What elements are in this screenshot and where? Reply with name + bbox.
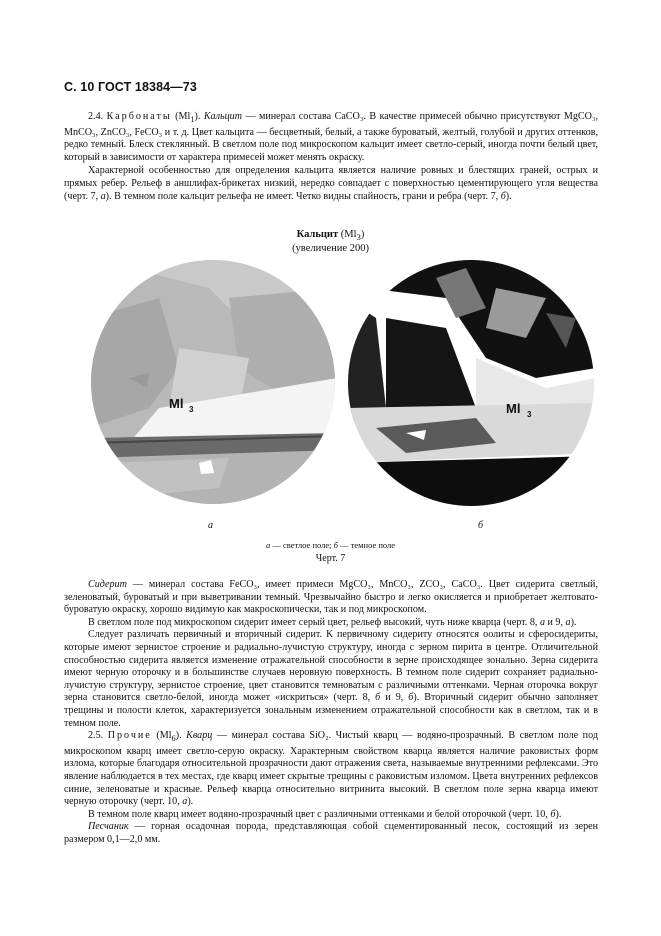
section-number: 2.5.: [88, 730, 104, 742]
text: и 9,: [380, 692, 409, 704]
text-italic: б: [408, 692, 414, 704]
text-rest: — минерал состава CaCO₃. В качестве примесей обычно присутствуют MgCO₃, MnCO₃, ZnCO₃, FeCO₃ и т. д. Цвет кальцита — бесцветный, белый, а также буроватый, желтый, голубой и других оттенков, редко темный. Блеск стеклянный. В светлом поле под микроскопом кальцит имеет светло-серый, иногда почти белый цвет, который в зависимости от характера примесей может менять окраску.: [64, 111, 598, 163]
figure-magnification: (увеличение 200): [292, 243, 369, 255]
figure-title: [0, 229, 661, 255]
text: ). Вторичный сидерит обычно заполняет трещины и полости клеток, характеризуется зональным изменением отражательной способности как в светлом, так и в темном поле.: [64, 692, 598, 729]
code-end: ).: [194, 111, 204, 122]
label-ml3-left: Ml: [169, 396, 184, 411]
text: В светлом поле под микроскопом сидерит имеет серый цвет, рельеф высокий, чуть ниже кварца (черт. 8,: [88, 616, 540, 628]
text-italic: а: [565, 616, 571, 628]
text: ).: [570, 616, 577, 628]
section-title: Карбонаты: [106, 111, 172, 122]
text-italic: б: [550, 808, 556, 820]
micrograph-bright-field: [89, 258, 337, 506]
term-sandstone: Песчаник: [88, 821, 129, 833]
section-title: Прочие: [107, 730, 152, 742]
figure-title-end: ): [360, 229, 365, 240]
micrograph-bright-field-image: [89, 258, 337, 506]
legend-a: а: [265, 540, 271, 550]
text-rest: — минерал состава SiO₂. Чистый кварц — водяно-прозрачный. В светлом поле под микроскопом кварц имеет светло-серую окраску. Характерным свойством кварца является наличие раковистых форм излома, которые благодаря относительной прозрачности дают отражения света, называемые внутренними рефлексами. Это явление наблюдается в тех местах, где кварц имеет скрытые трещины с раковистым изломом. Цвета внутренних рефлексов синие, зеленоватые и красные. Рельеф кварца относительно витринита высокий. В светлом поле зерна кварца имеют черную оторочку (черт. 10,: [64, 730, 598, 808]
page-header: С. 10 ГОСТ 18384—73: [64, 80, 197, 94]
subfigure-label-b: б: [478, 520, 484, 531]
code-text: (Ml: [171, 111, 191, 122]
micrograph-dark-field-image: [346, 258, 596, 508]
section-number: 2.4.: [88, 111, 104, 122]
text: Следует различать первичный и вторичный сидерит. К первичному сидериту относятся оолиты и сферосидериты, которые имеют зернистое строение и радиально-лучистую структуру, иногда с зерном пирита в центре. Отличительной способностью сидерита является изменение отражательной способности в зерне происходящее зонально. Зерна сидерита имеют черную оторочку и в большинстве случаев неровную поверхность. В темном поле сидерит сохраняет радиально-лучистую структуру, зернистое строение, цвет становится темноватым с различными оттенками. Черная оторочка вокруг зерна становится светло-белой, иногда может «искриться» (черт. 8,: [64, 629, 598, 704]
text: В темном поле кварц имеет водяно-прозрачный цвет с различными оттенками и белой оторочкой (черт. 10,: [88, 808, 551, 820]
text: и 9,: [544, 616, 566, 628]
text-italic: а: [182, 796, 188, 808]
text: Характерной особенностью для определения кальцита является наличие ровных и блестящих граней, острых и прямых ребер. Рельеф в аншлифах-брикетах низкий, нередко совпадает с поверхностью цементирующего угля вещества (черт. 7,: [64, 165, 598, 202]
text: ).: [555, 808, 562, 820]
legend-b: б: [333, 540, 338, 550]
term-siderite: Сидерит: [88, 579, 127, 590]
term-calcite: Кальцит: [203, 111, 242, 122]
label-ml3-right: Ml: [506, 401, 521, 416]
code-end: ).: [175, 730, 187, 742]
text-italic: б: [375, 692, 381, 704]
text-rest: — минерал состава FeCO₃, имеет примеси MgCO₃, MnCO₃, ZCO₃, CaCO₃. Цвет сидерита светлый, зеленоватый, буроватый и при выветривании темный. Чрезвычайно быстро и легко окисляется и приобретает желтовато-буроватую окраску, хорошо видимую как макроскопически, так и под микроскопом.: [64, 579, 598, 616]
term-quartz: Кварц: [186, 730, 213, 742]
text-rest: — горная осадочная порода, представляющая собой сцементированный песок, состоящий из зерен размером 0,1—2,0 мм.: [64, 821, 598, 845]
code-text: (Ml: [151, 730, 172, 742]
label-ml3-right-sub: 3: [527, 410, 532, 419]
code-sub: 6: [171, 734, 176, 744]
text-italic: б: [500, 190, 506, 202]
text: ). В темном поле кальцит рельефа не имеет. Четко видны спайность, грани и ребра (черт. 7,: [105, 190, 501, 202]
micrograph-dark-field: [346, 258, 596, 508]
figure-legend: [0, 540, 661, 550]
label-ml3-left-sub: 3: [189, 405, 194, 414]
figure-number: Черт. 7: [315, 553, 346, 564]
paragraph-carbonates: [64, 111, 598, 203]
code-sub: 1: [190, 115, 195, 125]
subfigure-label-a: а: [208, 520, 213, 531]
figure-title-code: (Ml: [338, 229, 357, 240]
legend-end: — темное поле: [337, 540, 396, 550]
text-italic: а: [539, 616, 545, 628]
text: ).: [505, 190, 512, 202]
legend-mid: — светлое поле;: [270, 540, 334, 550]
paragraph-siderite-quartz: [64, 579, 598, 846]
text-italic: а: [100, 190, 106, 202]
figure-title-sub: 3: [356, 232, 361, 243]
figure-title-mineral: Кальцит: [296, 229, 339, 240]
text: ).: [187, 796, 194, 808]
